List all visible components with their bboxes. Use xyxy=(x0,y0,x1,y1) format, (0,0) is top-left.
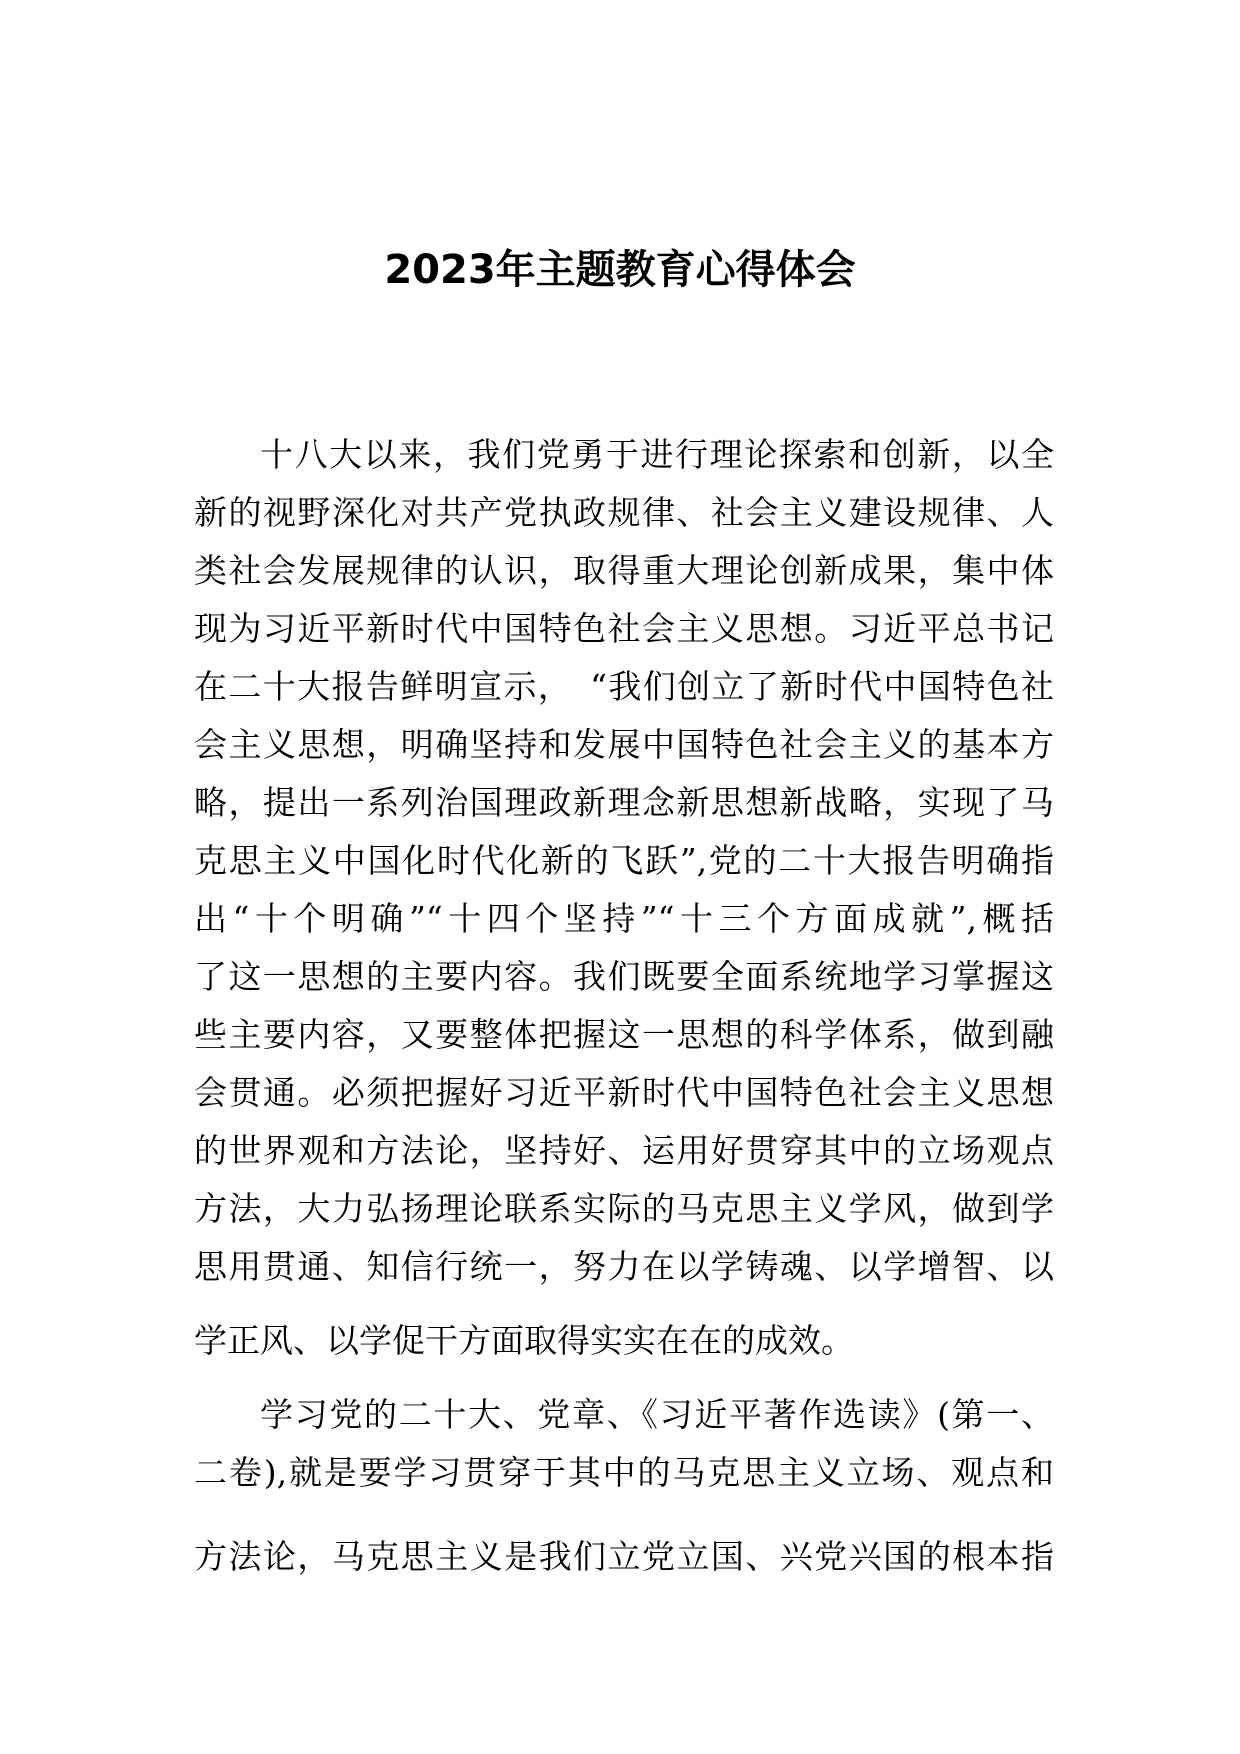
paragraph-1-line-8: 克思主义中国化时代化新的飞跃”,党的二十大报告明确指 xyxy=(194,841,1054,880)
paragraph-2-line-2: 二卷),就是要学习贯穿于其中的马克思主义立场、观点和 xyxy=(194,1453,1054,1492)
paragraph-1-line-9: 出“十个明确”“十四个坚持”“十三个方面成就”,概括 xyxy=(194,899,1054,938)
paragraph-1-line-12: 会贯通。必须把握好习近平新时代中国特色社会主义思想 xyxy=(194,1073,1054,1112)
line-gap xyxy=(194,1502,1054,1528)
paragraph-1-line-7: 略，提出一系列治国理政新理念新思想新战略，实现了马 xyxy=(194,783,1054,822)
paragraph-1-line-15: 思用贯通、知信行统一，努力在以学铸魂、以学增智、以 xyxy=(194,1247,1054,1286)
paragraph-1-line-6: 会主义思想，明确坚持和发展中国特色社会主义的基本方 xyxy=(194,725,1054,764)
line-gap xyxy=(194,1296,1054,1312)
paragraph-1-line-16: 学正风、以学促干方面取得实实在在的成效。 xyxy=(194,1321,854,1360)
paragraph-1-line-3: 类社会发展规律的认识，取得重大理论创新成果，集中体 xyxy=(194,551,1054,590)
paragraph-1-line-5: 在二十大报告鲜明宣示， “我们创立了新时代中国特色社 xyxy=(194,667,1054,706)
paragraph-1-line-2: 新的视野深化对共产党执政规律、社会主义建设规律、人 xyxy=(194,493,1054,532)
paragraph-gap xyxy=(194,1370,1054,1386)
document-title: 2023年主题教育心得体会 xyxy=(384,247,856,293)
paragraph-2-line-3: 方法论，马克思主义是我们立党立国、兴党兴国的根本指 xyxy=(194,1537,1054,1576)
paragraph-1-line-14: 方法，大力弘扬理论联系实际的马克思主义学风，做到学 xyxy=(194,1189,1054,1228)
paragraph-2-line-1: 学习党的二十大、党章、《习近平著作选读》(第一、 xyxy=(260,1395,1054,1434)
paragraph-1-line-1: 十八大以来，我们党勇于进行理论探索和创新，以全 xyxy=(260,435,1054,474)
paragraph-1-line-13: 的世界观和方法论，坚持好、运用好贯穿其中的立场观点 xyxy=(194,1131,1054,1170)
paragraph-1-line-4: 现为习近平新时代中国特色社会主义思想。习近平总书记 xyxy=(194,609,1054,648)
paragraph-1-line-11: 些主要内容，又要整体把握这一思想的科学体系，做到融 xyxy=(194,1015,1054,1054)
document-body xyxy=(194,426,1054,1586)
paragraph-1-line-10: 了这一思想的主要内容。我们既要全面系统地学习掌握这 xyxy=(194,957,1054,996)
